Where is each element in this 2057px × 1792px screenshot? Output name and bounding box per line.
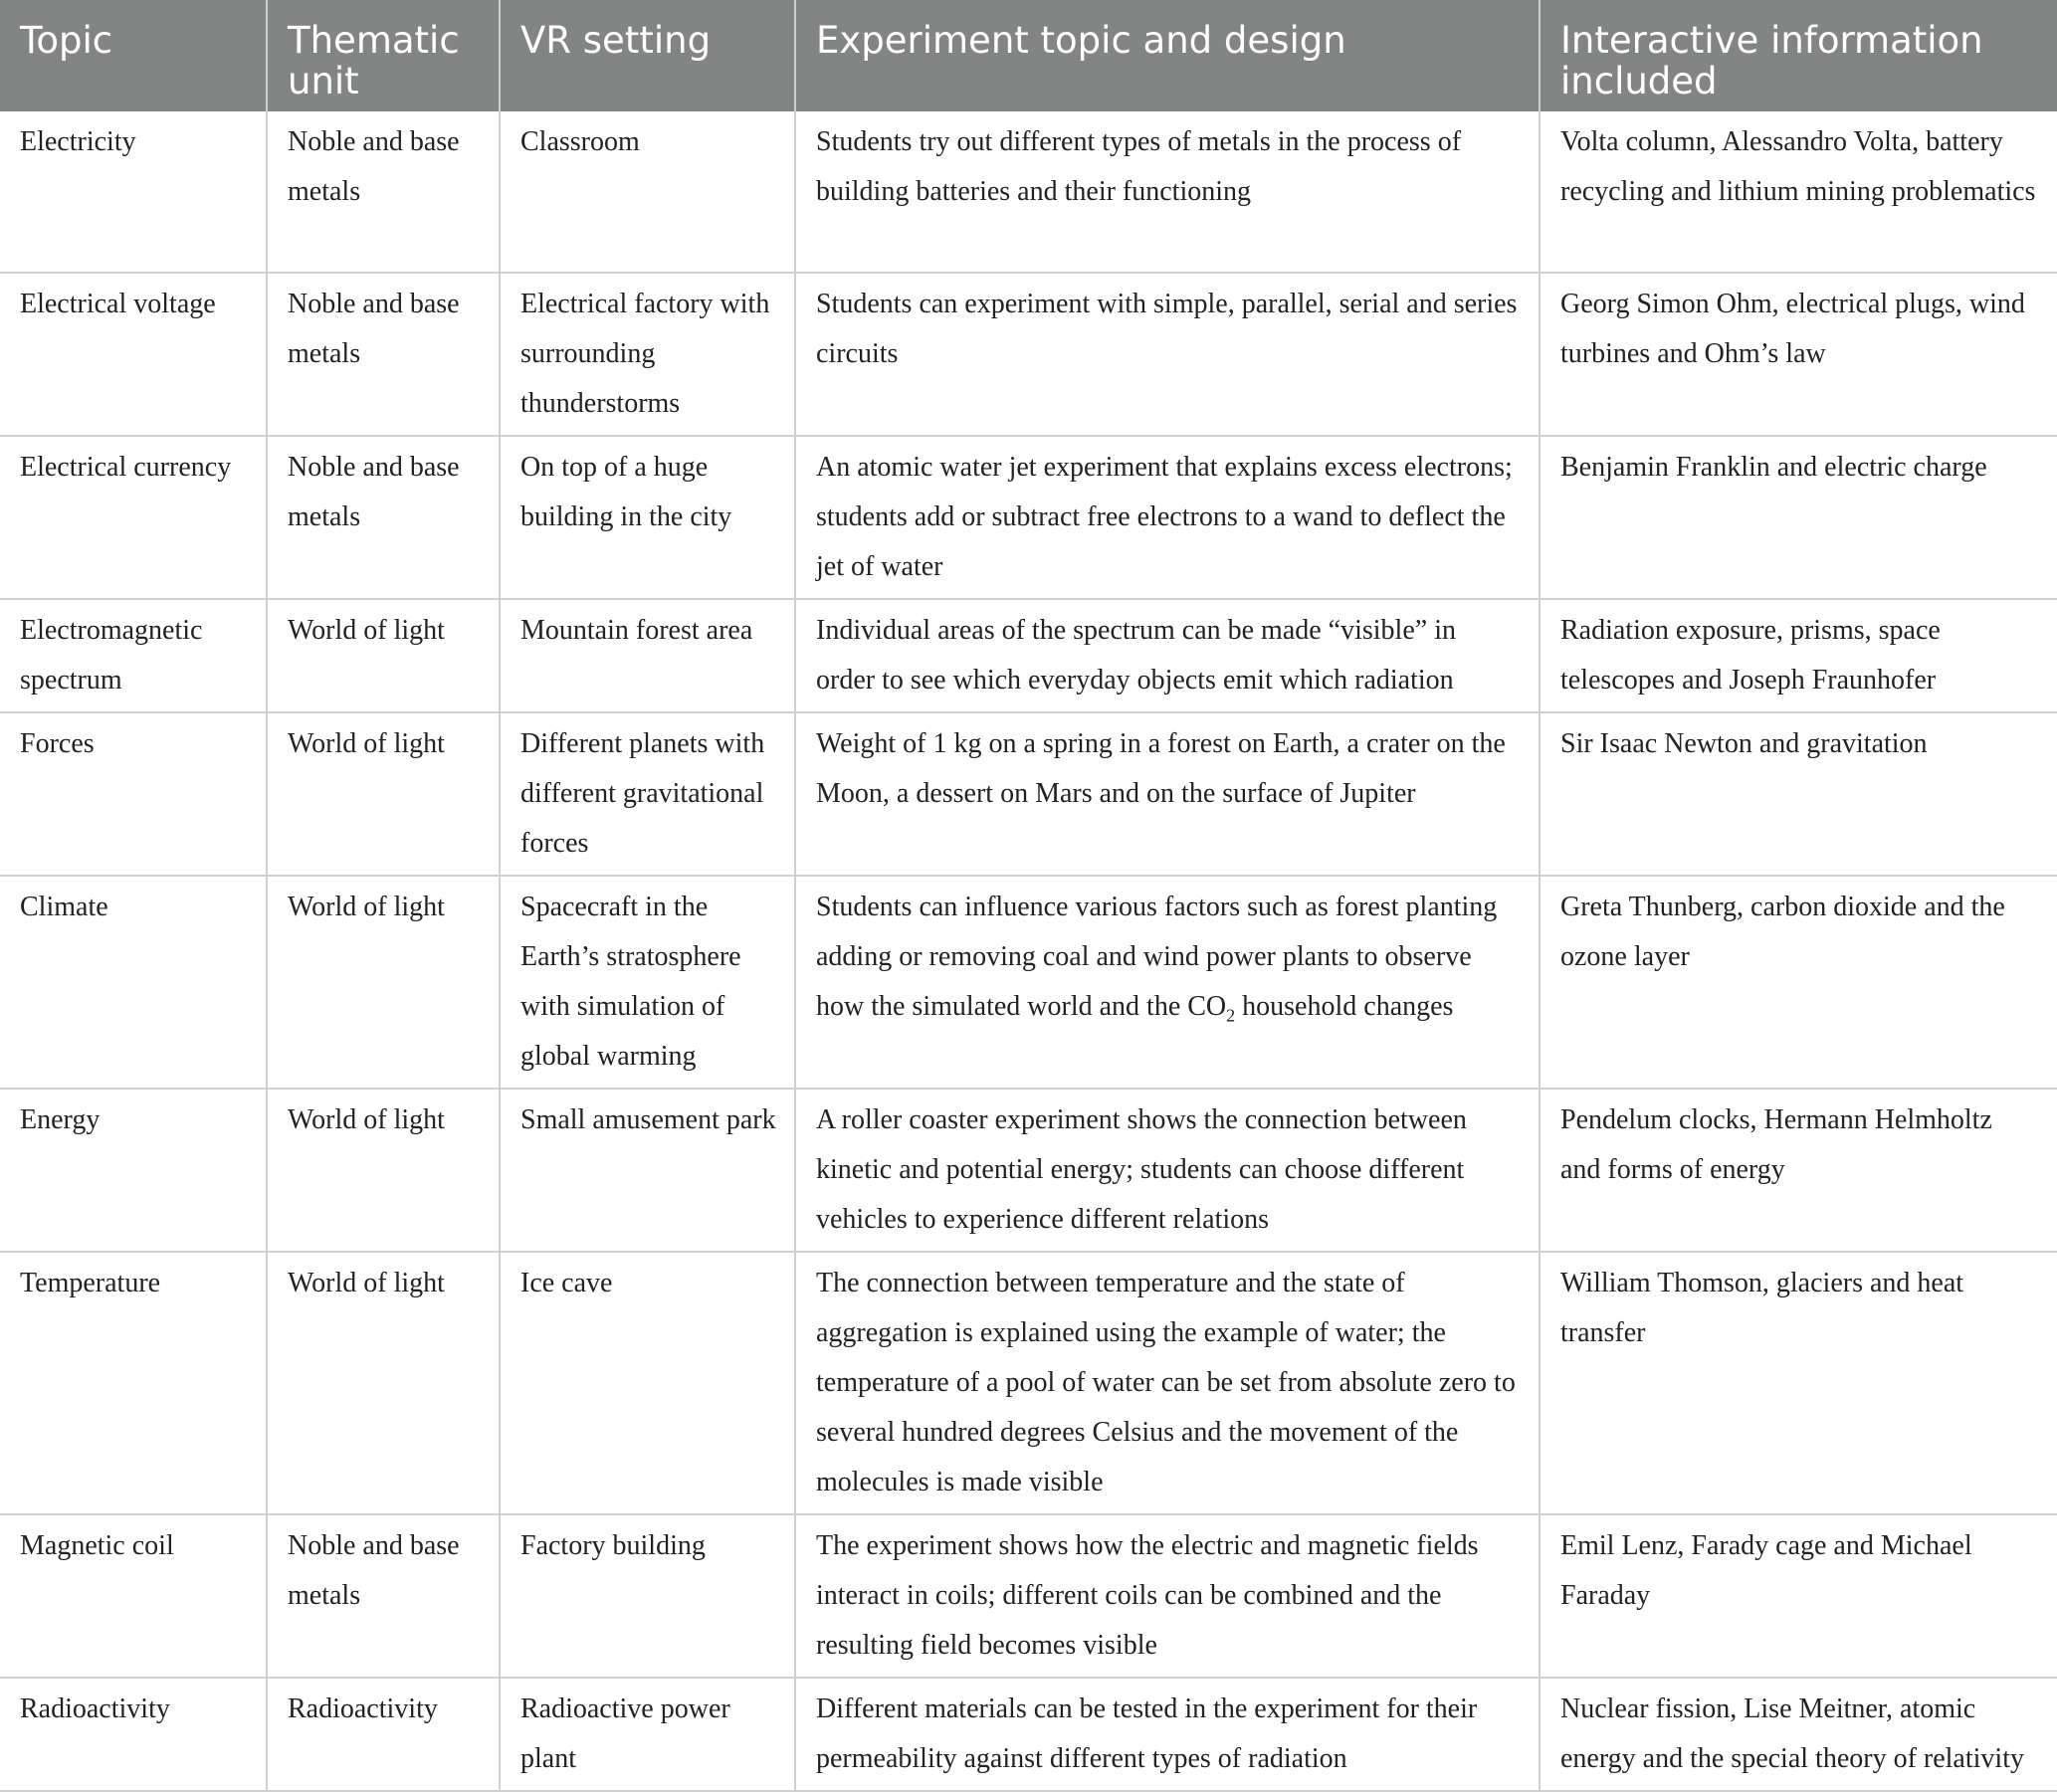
- cell-thematic-unit: World of light: [267, 712, 500, 876]
- cell-vr-setting: Spacecraft in the Earth’s stratosphere with simulation of global warming: [500, 876, 795, 1089]
- table-row: [0, 876, 2057, 1089]
- cell-experiment: Students try out different types of metals in the process of building batteries and their functioning: [795, 111, 1540, 273]
- cell-vr-setting: Ice cave: [500, 1252, 795, 1514]
- table-row: [0, 111, 2057, 273]
- cell-thematic-unit: Radioactivity: [267, 1678, 500, 1791]
- cell-thematic-unit: World of light: [267, 599, 500, 712]
- header-interactive-info: Interactive information included: [1540, 0, 2057, 111]
- cell-experiment: Weight of 1 kg on a spring in a forest on Earth, a crater on the Moon, a dessert on Mars and on the surface of Jupiter: [795, 712, 1540, 876]
- cell-vr-setting: Electrical factory with surrounding thunderstorms: [500, 273, 795, 436]
- cell-vr-setting: Small amusement park: [500, 1089, 795, 1252]
- cell-vr-setting: Classroom: [500, 111, 795, 273]
- table-row: [0, 1678, 2057, 1791]
- cell-vr-setting: Mountain forest area: [500, 599, 795, 712]
- cell-thematic-unit: Noble and base metals: [267, 273, 500, 436]
- cell-experiment: Individual areas of the spectrum can be made “visible” in order to see which everyday objects emit which radiation: [795, 599, 1540, 712]
- table-header: [0, 0, 2057, 111]
- cell-experiment: Students can experiment with simple, parallel, serial and series circuits: [795, 273, 1540, 436]
- header-vr-setting: VR setting: [500, 0, 795, 111]
- experiment-text: Students can influence various factors such as forest planting adding or removing coal and wind power plants to observe how the simulated world and the CO: [816, 892, 1498, 1022]
- cell-topic: Electrical voltage: [0, 273, 267, 436]
- table-row: [0, 436, 2057, 599]
- cell-thematic-unit: Noble and base metals: [267, 436, 500, 599]
- experiment-text-end: household changes: [1235, 991, 1454, 1022]
- cell-experiment: Different materials can be tested in the experiment for their permeability against different types of radiation: [795, 1678, 1540, 1791]
- cell-experiment: [795, 876, 1540, 1089]
- cell-interactive-info: William Thomson, glaciers and heat transfer: [1540, 1252, 2057, 1514]
- cell-experiment: The experiment shows how the electric and magnetic fields interact in coils; different coils can be combined and the resulting field becomes visible: [795, 1514, 1540, 1678]
- co2-subscript: 2: [1226, 1005, 1236, 1026]
- cell-experiment: An atomic water jet experiment that explains excess electrons; students add or subtract free electrons to a wand to deflect the jet of water: [795, 436, 1540, 599]
- cell-vr-setting: Factory building: [500, 1514, 795, 1678]
- cell-topic: Energy: [0, 1089, 267, 1252]
- cell-vr-setting: On top of a huge building in the city: [500, 436, 795, 599]
- header-topic: Topic: [0, 0, 267, 111]
- cell-vr-setting: Different planets with different gravitational forces: [500, 712, 795, 876]
- cell-interactive-info: Benjamin Franklin and electric charge: [1540, 436, 2057, 599]
- table-row: [0, 1252, 2057, 1514]
- cell-interactive-info: Georg Simon Ohm, electrical plugs, wind turbines and Ohm’s law: [1540, 273, 2057, 436]
- cell-vr-setting: Radioactive power plant: [500, 1678, 795, 1791]
- header-experiment: Experiment topic and design: [795, 0, 1540, 111]
- cell-interactive-info: Greta Thunberg, carbon dioxide and the ozone layer: [1540, 876, 2057, 1089]
- table-row: [0, 1514, 2057, 1678]
- cell-interactive-info: Emil Lenz, Farady cage and Michael Faraday: [1540, 1514, 2057, 1678]
- cell-topic: Electrical currency: [0, 436, 267, 599]
- cell-topic: Electricity: [0, 111, 267, 273]
- cell-interactive-info: Sir Isaac Newton and gravitation: [1540, 712, 2057, 876]
- cell-topic: Forces: [0, 712, 267, 876]
- table-row: [0, 712, 2057, 876]
- cell-thematic-unit: World of light: [267, 1252, 500, 1514]
- cell-thematic-unit: Noble and base metals: [267, 111, 500, 273]
- cell-interactive-info: Radiation exposure, prisms, space telescopes and Joseph Fraunhofer: [1540, 599, 2057, 712]
- cell-thematic-unit: World of light: [267, 876, 500, 1089]
- cell-topic: Temperature: [0, 1252, 267, 1514]
- cell-topic: Radioactivity: [0, 1678, 267, 1791]
- table-row: [0, 599, 2057, 712]
- cell-topic: Electromagnetic spectrum: [0, 599, 267, 712]
- cell-experiment: A roller coaster experiment shows the connection between kinetic and potential energy; students can choose different vehicles to experience different relations: [795, 1089, 1540, 1252]
- cell-interactive-info: Volta column, Alessandro Volta, battery recycling and lithium mining problematics: [1540, 111, 2057, 273]
- header-row: [0, 0, 2057, 111]
- cell-topic: Magnetic coil: [0, 1514, 267, 1678]
- table-row: [0, 1089, 2057, 1252]
- cell-thematic-unit: World of light: [267, 1089, 500, 1252]
- table-row: [0, 273, 2057, 436]
- cell-experiment: The connection between temperature and the state of aggregation is explained using the example of water; the temperature of a pool of water can be set from absolute zero to several hundred degrees Celsius and the movement of the molecules is made visible: [795, 1252, 1540, 1514]
- cell-interactive-info: Nuclear fission, Lise Meitner, atomic energy and the special theory of relativity: [1540, 1678, 2057, 1791]
- table-body: [0, 111, 2057, 1791]
- cell-thematic-unit: Noble and base metals: [267, 1514, 500, 1678]
- header-thematic-unit: Thematic unit: [267, 0, 500, 111]
- cell-topic: Climate: [0, 876, 267, 1089]
- cell-interactive-info: Pendelum clocks, Hermann Helmholtz and forms of energy: [1540, 1089, 2057, 1252]
